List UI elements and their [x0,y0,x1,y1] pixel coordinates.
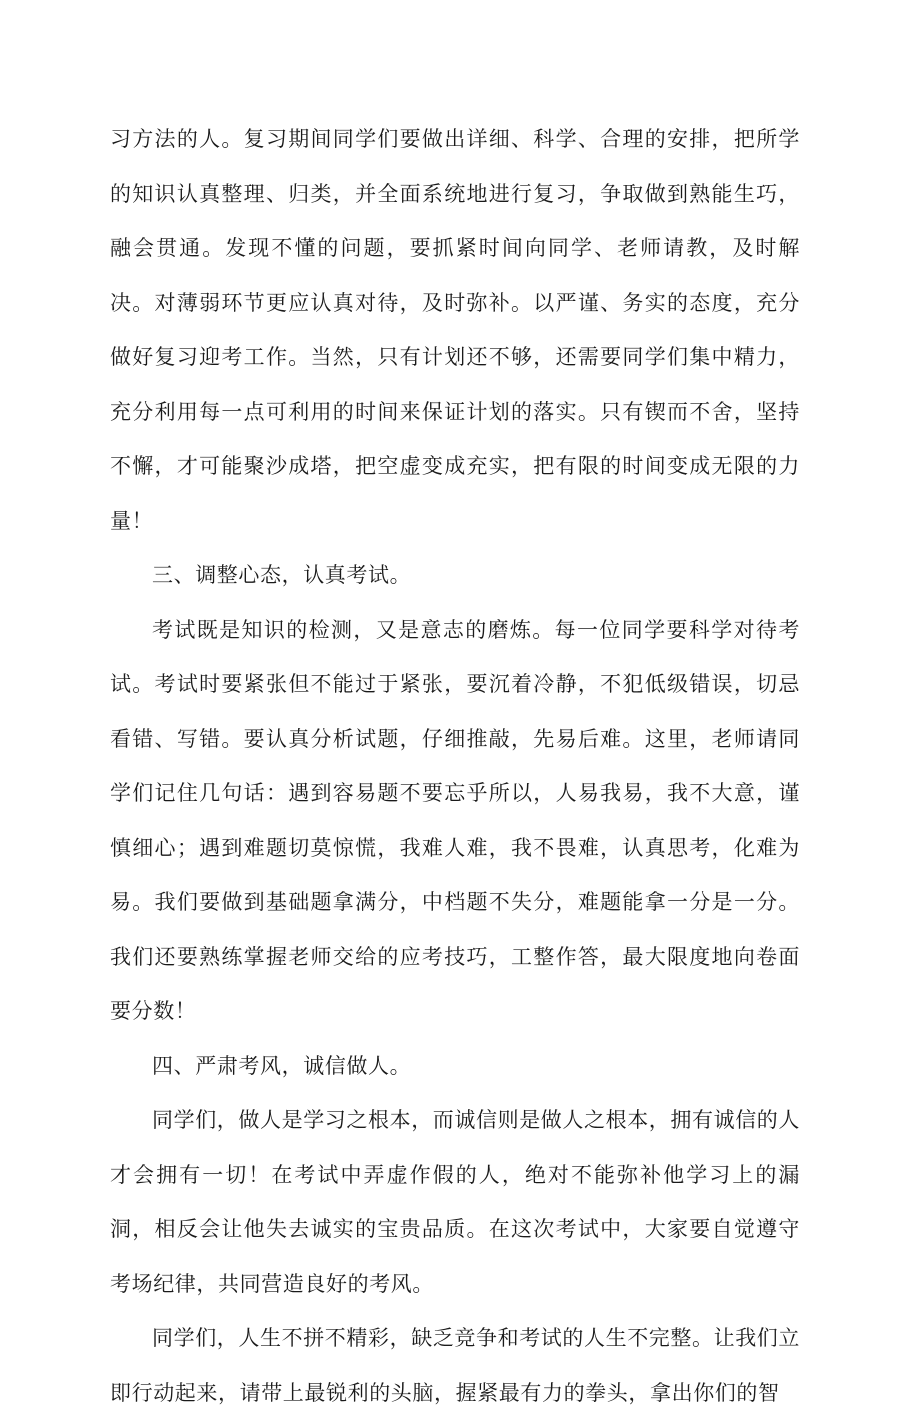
paragraph-study-plan: 习方法的人。复习期间同学们要做出详细、科学、合理的安排，把所学的知识认真整理、归类，并全面系统地进行复习，争取做到熟能生巧，融会贯通。发现不懂的问题，要抓紧时间向同学、老师请教，及时解决。对薄弱环节更应认真对待，及时弥补。以严谨、务实的态度，充分做好复习迎考工作。当然，只有计划还不够，还需要同学们集中精力，充分利用每一点可利用的时间来保证计划的落实。只有锲而不舍，坚持不懈，才可能聚沙成塔，把空虚变成充实，把有限的时间变成无限的力量！ [110,127,800,533]
paragraph-exam-attitude: 考试既是知识的检测，又是意志的磨炼。每一位同学要科学对待考试。考试时要紧张但不能过于紧张，要沉着冷静，不犯低级错误，切忌看错、写错。要认真分析试题，仔细推敲，先易后难。这里，老师请同学们记住几句话：遇到容易题不要忘乎所以，人易我易，我不大意，谨慎细心；遇到难题切莫惊慌，我难人难，我不畏难，认真思考，化难为易。我们要做到基础题拿满分，中档题不失分，难题能拿一分是一分。我们还要熟练掌握老师交给的应考技巧，工整作答，最大限度地向卷面要分数！ [110,617,800,1023]
document-body [110,112,800,1420]
paragraph-integrity: 同学们，做人是学习之根本，而诚信则是做人之根本，拥有诚信的人才会拥有一切！在考试中弄虚作假的人，绝对不能弥补他学习上的漏洞，相反会让他失去诚实的宝贵品质。在这次考试中，大家要自觉遵守考场纪律，共同营造良好的考风。 [110,1108,800,1296]
section-heading-three: 三、调整心态，认真考试。 [152,563,412,587]
section-heading-four: 四、严肃考风，诚信做人。 [152,1053,412,1078]
paragraph-closing: 同学们，人生不拼不精彩，缺乏竞争和考试的人生不完整。让我们立即行动起来，请带上最锐利的头脑，握紧最有力的拳头，拿出你们的智 [110,1326,800,1405]
